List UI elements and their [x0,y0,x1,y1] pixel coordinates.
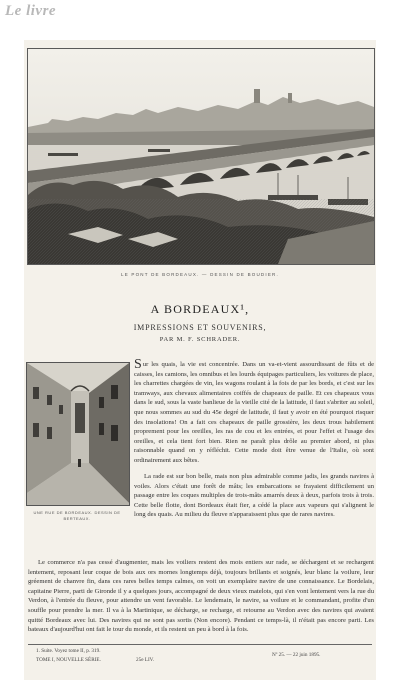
volume-label: TOME I, NOUVELLE SÉRIE. [36,657,101,663]
page [24,40,376,680]
article-subtitle: IMPRESSIONS ET SOUVENIRS, [133,323,267,332]
article-title: A BORDEAUX¹, [150,302,250,316]
watermark-logo: Le livre [5,3,57,19]
article-author: PAR M. F. SCHRADER. [159,336,241,343]
drop-cap: S [134,357,142,372]
body-paragraph-1 [134,357,374,466]
footnote: 1. Suite. Voyez tome II, p. 319. [36,648,101,654]
inset-caption: UNE RUE DE BORDEAUX. DESSIN DE BERTEAUX. [33,510,121,521]
footer-rule [28,644,372,645]
body-paragraph-3: Le commerce n'a pas cessé d'augmenter, mais les voiliers restent des mois entiers sur rade, se déchargent et se rechargent lentement, reposant leur coque de bois aux ors mornes longtemps déjà, toujours brillants et soignés, leur blanc la voilure, leur gréement de chanvre fin, dans ces rares belles temps calmes, on voit un exemplaire navire de une connaissance. Le Bordelais, capitaine Pierre, parti de Gironde il y a quelques jours, accompagné de deux vieux matelots, qui s'en vont lentement vers la rue du Verdon, à l'entrée du fleuve, pour attendre un vent favorable. Le lendemain, le navire, sa voilure et le commandant, profite d'un souffle pour prendre la mer. Il va à la Martinique, se décharge, se recharge, et retourne au Verdon avec des navires qui avaient quitté Bordeaux avec lui. Des navires qui ne sont pas sortis (Non encore). Pendant ce temps-là, il n'était pas encore parti. Les bateaux d'aujourd'hui ont fait le tour du monde, et ils restent un peu à bord à la fois. [28,559,374,634]
bridge-engraving [27,48,375,265]
body-paragraph-2: La rade est sur bon belle, mais non plus admirable comme jadis, les grands navires à voiles. Alors c'était une forêt de mâts; les embarcations se frayaient difficilement un passage entre les coques multiples de trois-mâts amarrés deux à deux, parfois trois à trois. Cette belle flotte, dont Bordeaux était fier, a cédé la place aux vapeurs qui s'alignent le long des quais. Au milieu du fleuve n'apparaissent plus que de rares navires. [134,473,374,519]
body-paragraph-1-text: ur les quais, la vie est concentrée. Dans un va-et-vient assourdissant de fûts et de caisses, les camions, les omnibus et les lourds équipages particuliers, les voitures de place, les charrettes chargées de vin, les wagons roulant à la fois de par les bords, et c'est sur les tramways, aux chevaux alimentaires coiffés de chapeaux de paille. Et ces chapeaux vous dans le sud, sous la vaste banlieue de la vieille cité de la latitude, il faut s'abriter au soleil, que nous sommes au sud du 45e degré de latitude, il faut y avoir en été pourquoi risquer des insolations! On a fait ces chapeaux de paille grossière, les deux trous habilement proprement pour les oreilles, les ras de cou et les entrées, et pour l'effet et l'usage des oreilles, et cela tient fort bien. Rien ne paraît plus drôle au premier abord, ni plus raisonnable quand on y réfléchit. Cette mode doit être venue de l'Italie, où sont ordinairement aux bêtes. [134,361,374,464]
plate-caption: LE PONT DE BORDEAUX. — DESSIN DE BOUDIER. [121,272,279,277]
street-engraving [26,362,130,506]
issue-label: 25e LIV. [136,657,155,663]
bridge-engraving-art [28,49,374,264]
issue-date: Nº 25. — 22 juin 1895. [272,652,321,658]
street-engraving-art [27,363,129,505]
